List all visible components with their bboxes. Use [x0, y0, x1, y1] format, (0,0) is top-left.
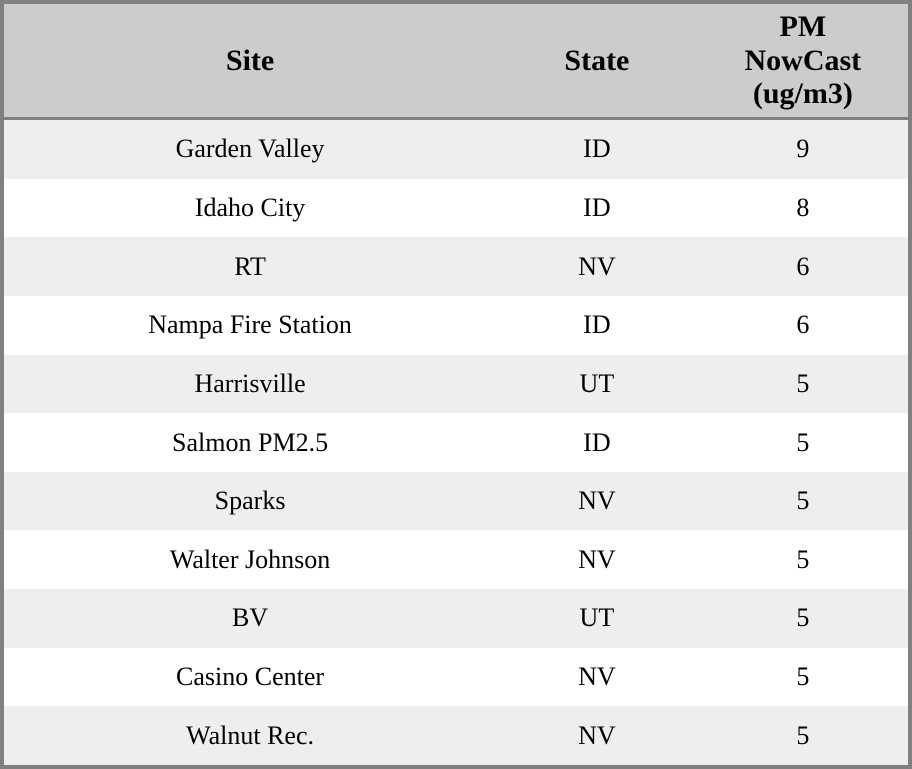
cell-pm-nowcast: 5 [698, 648, 908, 707]
table-row [4, 296, 908, 355]
cell-site: RT [4, 237, 496, 296]
table-row [4, 355, 908, 414]
cell-pm-nowcast: 9 [698, 118, 908, 179]
cell-pm-nowcast: 5 [698, 706, 908, 765]
cell-state: UT [496, 589, 698, 648]
cell-pm-nowcast: 5 [698, 355, 908, 414]
table-row [4, 118, 908, 179]
cell-site: BV [4, 589, 496, 648]
cell-site: Idaho City [4, 179, 496, 238]
cell-state: ID [496, 179, 698, 238]
column-header-site [4, 4, 496, 118]
cell-state: UT [496, 355, 698, 414]
cell-site: Casino Center [4, 648, 496, 707]
cell-site: Walter Johnson [4, 530, 496, 589]
cell-pm-nowcast: 8 [698, 179, 908, 238]
table-row [4, 413, 908, 472]
cell-pm-nowcast: 5 [698, 589, 908, 648]
column-header-pm-nowcast-line-3: (ug/m3) [752, 77, 853, 111]
table-row [4, 472, 908, 531]
table-row [4, 530, 908, 589]
cell-pm-nowcast: 5 [698, 413, 908, 472]
column-header-pm-nowcast [698, 4, 908, 118]
cell-state: NV [496, 237, 698, 296]
cell-state: ID [496, 118, 698, 179]
table-row [4, 237, 908, 296]
cell-state: NV [496, 472, 698, 531]
column-header-pm-nowcast-line-1: PM [779, 10, 827, 43]
table-body [4, 118, 908, 765]
table-row [4, 179, 908, 238]
cell-state: NV [496, 706, 698, 765]
column-header-state [496, 4, 698, 118]
cell-state: NV [496, 530, 698, 589]
column-header-site-line-1: Site [225, 43, 275, 77]
cell-state: NV [496, 648, 698, 707]
cell-site: Sparks [4, 472, 496, 531]
pm-nowcast-table [4, 4, 908, 765]
cell-state: ID [496, 413, 698, 472]
table-row [4, 706, 908, 765]
cell-site: Walnut Rec. [4, 706, 496, 765]
cell-pm-nowcast: 6 [698, 296, 908, 355]
table-header-row [4, 4, 908, 118]
cell-pm-nowcast: 6 [698, 237, 908, 296]
cell-site: Garden Valley [4, 118, 496, 179]
cell-pm-nowcast: 5 [698, 472, 908, 531]
cell-site: Harrisville [4, 355, 496, 414]
table-row [4, 589, 908, 648]
column-header-pm-nowcast-line-2: NowCast [744, 43, 862, 77]
table-row [4, 648, 908, 707]
column-header-state-line-1: State [564, 43, 630, 77]
cell-site: Nampa Fire Station [4, 296, 496, 355]
cell-pm-nowcast: 5 [698, 530, 908, 589]
cell-state: ID [496, 296, 698, 355]
cell-site: Salmon PM2.5 [4, 413, 496, 472]
table-header [4, 4, 908, 118]
